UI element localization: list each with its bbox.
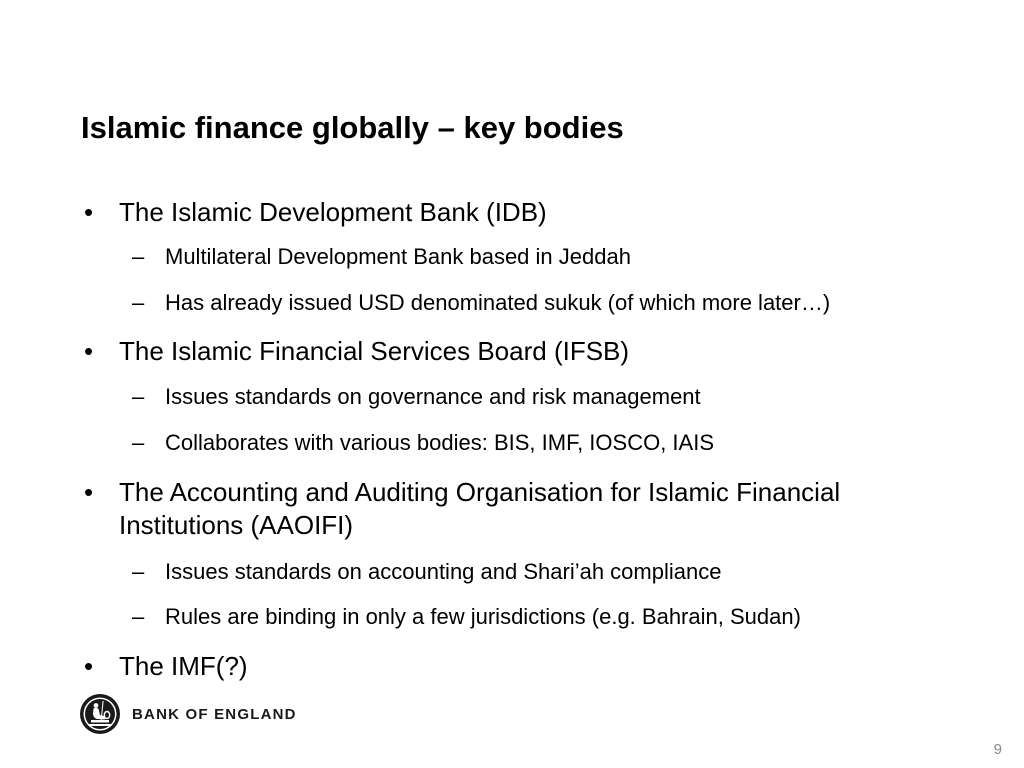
britannia-seal-icon: [79, 693, 121, 735]
sub-bullet-text: Multilateral Development Bank based in Jeddah: [165, 244, 631, 269]
bullet-marker: •: [84, 651, 94, 681]
bullet-text: The Islamic Financial Services Board (IFSB): [119, 336, 630, 366]
bullet-text: The Accounting and Auditing Organisation for Islamic Financial Institutions (AAOIFI): [119, 477, 841, 540]
dash-marker: –: [132, 604, 145, 629]
dash-marker: –: [132, 430, 145, 455]
dash-marker: –: [132, 559, 145, 584]
sub-bullet-text: Has already issued USD denominated sukuk (of which more later…): [165, 290, 831, 315]
bullet-text: The Islamic Development Bank (IDB): [119, 197, 547, 227]
bullet-marker: •: [84, 197, 94, 227]
dash-marker: –: [132, 244, 145, 269]
bullet-text: The IMF(?): [119, 651, 248, 681]
sub-bullet-text: Issues standards on governance and risk management: [165, 384, 701, 409]
sub-bullet-text: Collaborates with various bodies: BIS, IMF, IOSCO, IAIS: [165, 430, 714, 455]
bank-of-england-logo: [79, 693, 297, 735]
sub-bullet-text: Issues standards on accounting and Shari’ah compliance: [165, 559, 722, 584]
bank-of-england-wordmark: BANK OF ENGLAND: [132, 705, 297, 723]
dash-marker: –: [132, 384, 145, 409]
slide-title: Islamic finance globally – key bodies: [81, 110, 624, 145]
bullet-marker: •: [84, 477, 94, 507]
dash-marker: –: [132, 290, 145, 315]
page-number: 9: [993, 741, 1002, 758]
bullet-marker: •: [84, 336, 94, 366]
sub-bullet-text: Rules are binding in only a few jurisdictions (e.g. Bahrain, Sudan): [165, 604, 801, 629]
